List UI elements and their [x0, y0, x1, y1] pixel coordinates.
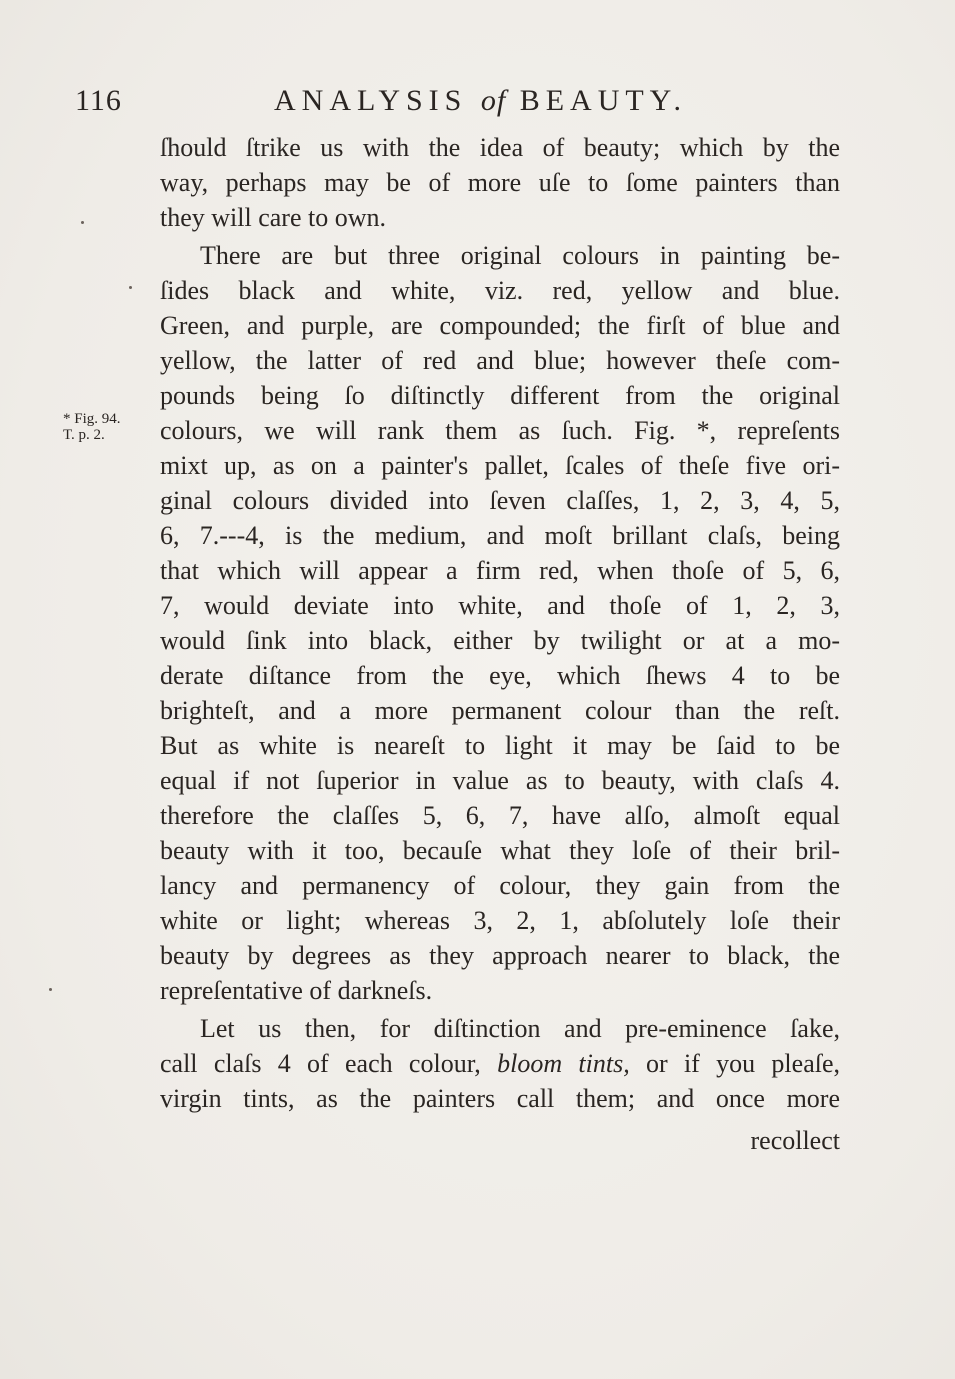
paragraph-start-line: There are but three original colours in painting be- — [200, 241, 840, 270]
text-segment: or if you pleaſe, — [646, 1049, 840, 1078]
paper-speck — [81, 221, 84, 224]
text-line: they will care to own. — [160, 203, 386, 232]
paper-speck — [49, 988, 52, 991]
text-line: But as white is neareſt to light it may be ſaid to be — [160, 731, 840, 760]
paper-speck — [129, 286, 132, 289]
text-line: that which will appear a firm red, when thoſe of 5, 6, — [160, 556, 840, 585]
text-line: beauty by degrees as they approach nearer to black, the — [160, 941, 840, 970]
running-head-of: of — [480, 84, 507, 117]
text-line: ginal colours divided into ſeven claſſes, 1, 2, 3, 4, 5, — [160, 486, 840, 515]
text-line: colours, we will rank them as ſuch. Fig. *, repreſents — [160, 416, 840, 445]
text-segment: call claſs 4 of each colour, — [160, 1049, 481, 1078]
text-line: Green, and purple, are compounded; the firſt of blue and — [160, 311, 840, 340]
body-text — [160, 130, 840, 1116]
text-line: ſides black and white, viz. red, yellow and blue. — [160, 276, 840, 305]
text-line: pounds being ſo diſtinctly different from the original — [160, 381, 840, 410]
text-line: therefore the claſſes 5, 6, 7, have alſo, almoſt equal — [160, 801, 840, 830]
text-line: beauty with it too, becauſe what they loſe of their bril- — [160, 836, 840, 865]
text-line: would ſink into black, either by twilight or at a mo- — [160, 626, 840, 655]
running-head-title-right: BEAUTY. — [519, 84, 687, 117]
text-line: mixt up, as on a painter's pallet, ſcales of theſe five ori- — [160, 451, 840, 480]
margin-note — [63, 411, 121, 443]
text-line: lancy and permanency of colour, they gain from the — [160, 871, 840, 900]
catchword: recollect — [750, 1126, 840, 1155]
text-line: yellow, the latter of red and blue; however theſe com- — [160, 346, 840, 375]
paragraph-start-line: Let us then, for diſtinction and pre-eminence ſake, — [200, 1014, 840, 1043]
text-line: ſhould ſtrike us with the idea of beauty; which by the — [160, 133, 840, 162]
text-line: 7, would deviate into white, and thoſe of 1, 2, 3, — [160, 591, 840, 620]
text-line-with-italic — [160, 1046, 840, 1081]
margin-note-figure: * Fig. 94. — [63, 411, 121, 427]
running-head — [274, 84, 687, 118]
text-line: brighteſt, and a more permanent colour than the reſt. — [160, 696, 840, 725]
text-line: equal if not ſuperior in value as to beauty, with claſs 4. — [160, 766, 840, 795]
italic-term: bloom tints, — [497, 1049, 630, 1078]
text-line: repreſentative of darkneſs. — [160, 976, 433, 1005]
page-number: 116 — [75, 84, 122, 117]
text-line: white or light; whereas 3, 2, 1, abſolutely loſe their — [160, 906, 840, 935]
text-line: 6, 7.---4, is the medium, and moſt brillant claſs, being — [160, 521, 840, 550]
running-head-title-left: ANALYSIS — [274, 84, 468, 117]
text-line: way, perhaps may be of more uſe to ſome painters than — [160, 168, 840, 197]
text-line: virgin tints, as the painters call them; and once more — [160, 1084, 840, 1113]
margin-note-plate: T. p. 2. — [63, 427, 105, 443]
text-line: derate diſtance from the eye, which ſhews 4 to be — [160, 661, 840, 690]
